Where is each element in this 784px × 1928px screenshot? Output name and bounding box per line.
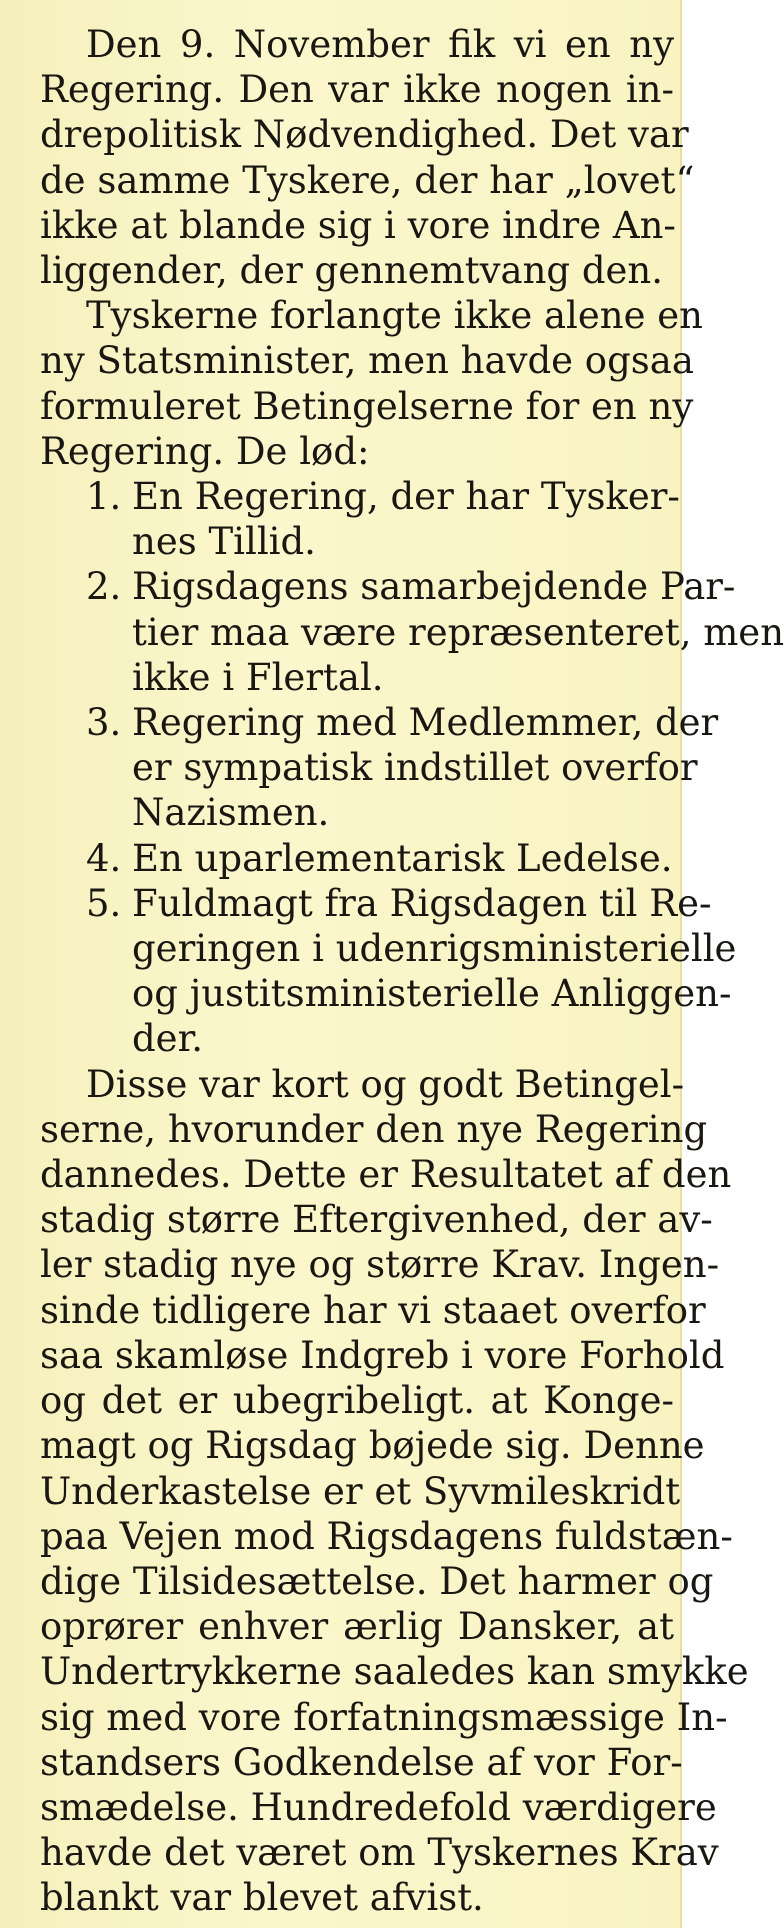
text-line: Undertrykkerne saaledes kan smykke [40,1650,749,1694]
text-line: formuleret Betingelserne for en ny [40,384,694,428]
list-item [40,474,680,564]
text-line: Regering. De lød: [40,429,370,473]
list-item-line: nes Tillid. [132,520,316,564]
text-line: paa Vejen mod Rigsdagens fuldstæn- [40,1514,733,1558]
text-line: og det er ubegribeligt. at Konge- [40,1379,674,1423]
list-item [40,881,737,1062]
text-line: saa skamløse Indgreb i vore Forhold [40,1333,725,1377]
conditions-list [40,474,784,1062]
text-line: Regering. Den var ikke nogen in- [40,68,674,112]
text-line: Den 9. November fik vi en ny [86,23,674,66]
list-item-line: ikke i Flertal. [132,655,384,699]
text-line: ny Statsminister, men havde ogsaa [40,339,694,383]
text-line: oprører enhver ærlig Dansker, at [40,1605,674,1649]
text-line: de samme Tyskere, der har „lovet“ [40,158,695,202]
text-line: Disse var kort og godt Betingel- [86,1062,685,1106]
list-item [40,564,784,700]
text-line: standsers Godkendelse af vor For- [40,1740,683,1784]
list-number: 3. [86,701,122,745]
list-item-line: geringen i udenrigsministerielle [132,927,737,971]
article-text [40,22,784,1921]
list-item-line: 1. En Regering, der har Tysker- [86,475,680,519]
list-item-line: er sympatisk indstillet overfor [132,746,698,790]
text-line: ikke at blande sig i vore indre An- [40,203,676,247]
list-item-line: 2. Rigsdagens samarbejdende Par- [86,565,736,609]
text-line: serne, hvorunder den nye Regering [40,1107,708,1151]
list-item-line: 4. En uparlementarisk Ledelse. [86,836,673,880]
text-line: magt og Rigsdag bøjede sig. Denne [40,1424,705,1468]
text-line: liggender, der gennemtvang den. [40,249,664,293]
paragraph-2 [40,293,703,474]
list-item-line: og justitsministerielle Anliggen- [132,972,732,1016]
text-line: Underkastelse er et Syvmileskridt [40,1469,681,1513]
text-line: sinde tidligere har vi staaet overfor [40,1288,706,1332]
list-item-line: 5. Fuldmagt fra Rigsdagen til Re- [86,881,712,925]
list-number: 2. [86,565,122,609]
text-line: blankt var blevet afvist. [40,1876,484,1920]
list-item [40,700,719,836]
text-line: Tyskerne forlangte ikke alene en [86,294,703,338]
paragraph-3 [40,1062,749,1921]
text-line: dige Tilsidesættelse. Det harmer og [40,1559,714,1603]
text-line: smædelse. Hundredefold værdigere [40,1785,717,1829]
list-item-line: 3. Regering med Medlemmer, der [86,701,719,745]
text-line: drepolitisk Nødvendighed. Det var [40,113,689,157]
text-line: havde det været om Tyskernes Krav [40,1831,719,1875]
list-item [40,836,674,881]
list-item-line: der. [132,1017,203,1061]
text-line: dannedes. Dette er Resultatet af den [40,1153,732,1197]
list-item-line: tier maa være repræsenteret, men [132,610,784,654]
text-line: sig med vore forfatningsmæssige In- [40,1695,728,1739]
list-number: 5. [86,881,122,925]
text-line: ler stadig nye og større Krav. Ingen- [40,1243,720,1287]
paragraph-1 [40,22,695,293]
list-item-line: Nazismen. [132,791,330,835]
text-line: stadig større Eftergivenhed, der av- [40,1198,713,1242]
list-number: 1. [86,475,122,519]
list-number: 4. [86,836,122,880]
